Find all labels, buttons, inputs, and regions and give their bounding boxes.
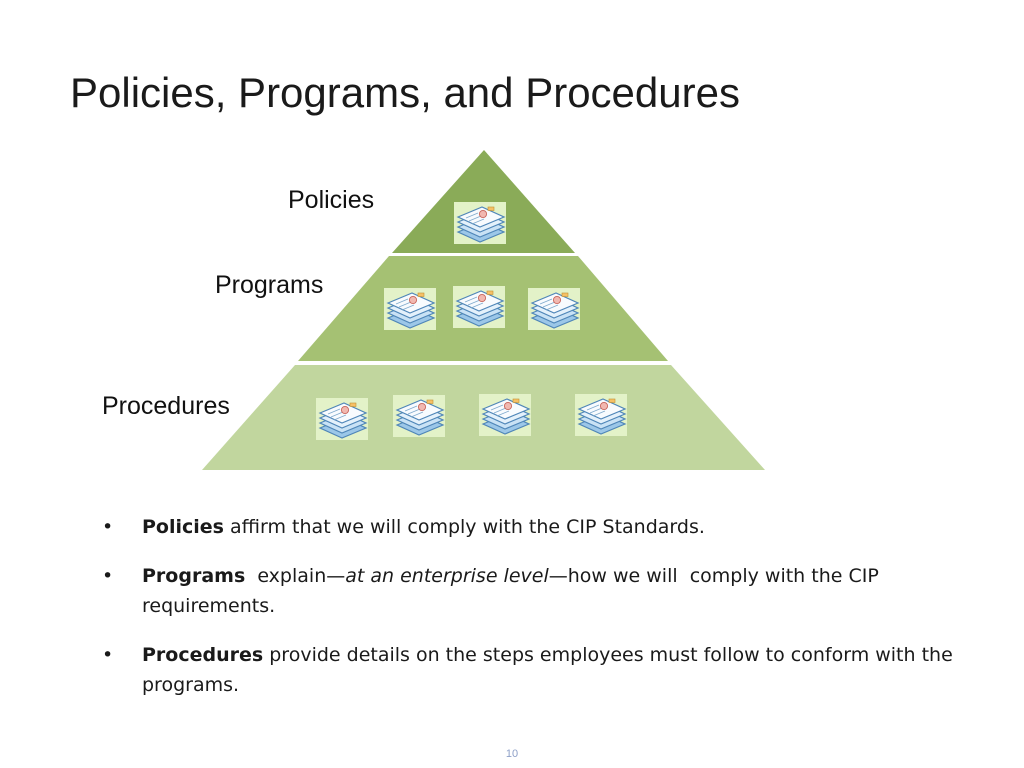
document-stack-icon <box>479 394 531 436</box>
document-stack-icon <box>454 202 506 244</box>
document-stack-icon <box>528 288 580 330</box>
bullet-term: Programs <box>142 565 246 587</box>
policies-icons <box>454 202 506 244</box>
bullet-text: —how we will comply with the CIP requirements. <box>142 565 885 617</box>
tier-label-programs: Programs <box>215 271 324 299</box>
bullet-text: provide details on the steps employees must follow to conform with the programs. <box>142 644 953 696</box>
bullet-policies <box>102 512 962 542</box>
document-stack-icon <box>575 394 627 436</box>
bullet-term: Policies <box>142 516 224 538</box>
document-stack-icon <box>316 398 368 440</box>
bullet-text: explain— <box>245 565 346 587</box>
bullet-emphasis: at an enterprise level <box>345 565 549 587</box>
document-stack-icon <box>384 288 436 330</box>
programs-icons <box>384 286 580 330</box>
bullet-programs <box>102 561 962 621</box>
tier-label-policies: Policies <box>288 186 375 214</box>
document-stack-icon <box>393 395 445 437</box>
slide-title: Policies, Programs, and Procedures <box>70 69 740 116</box>
bullet-list <box>102 512 962 719</box>
page-number: 10 <box>505 748 519 760</box>
bullet-term: Procedures <box>142 644 264 666</box>
tier-label-procedures: Procedures <box>102 392 230 420</box>
bullet-text: affirm that we will comply with the CIP Standards. <box>223 516 705 538</box>
document-stack-icon <box>453 286 505 328</box>
bullet-procedures <box>102 640 962 700</box>
